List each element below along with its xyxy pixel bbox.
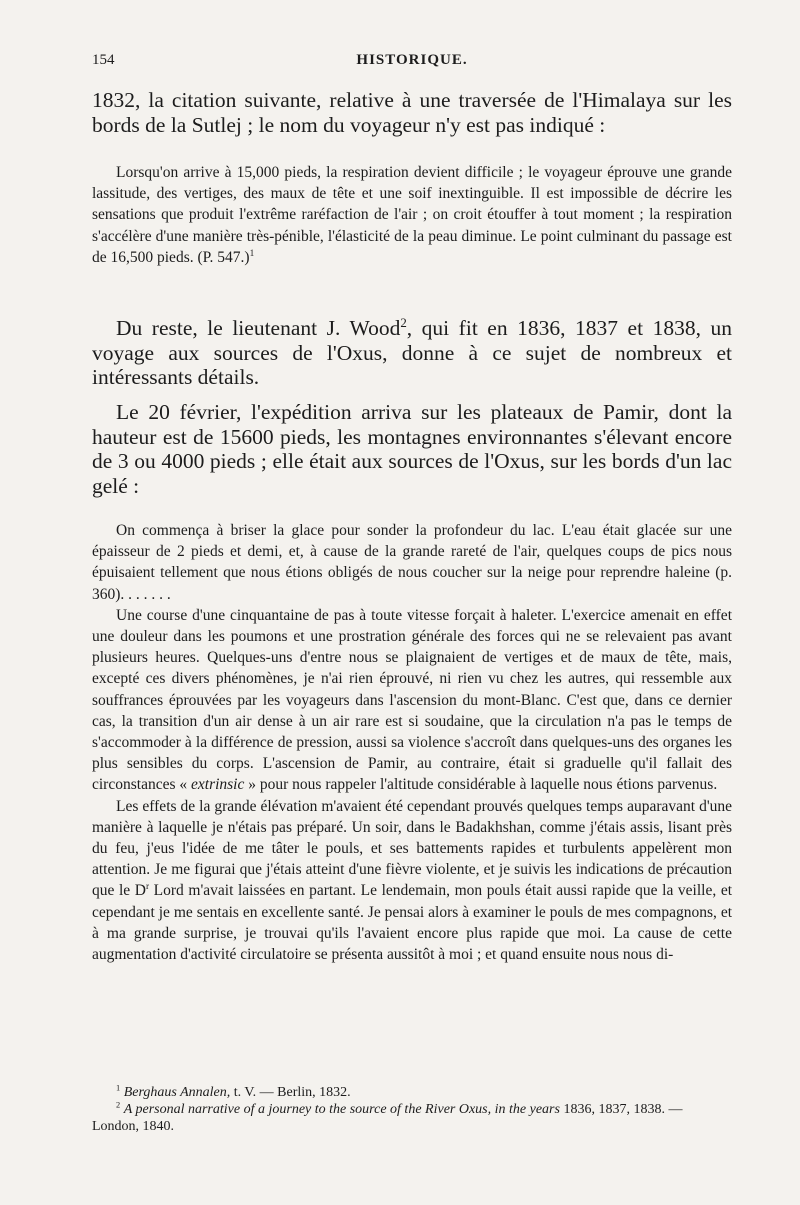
paragraph-wood-start: Du reste, le lieutenant J. Wood — [116, 316, 401, 340]
footnote-1 — [92, 1084, 732, 1101]
footnote-1-mark: 1 — [116, 1083, 121, 1093]
intro-paragraph: 1832, la citation suivante, relative à une traversée de l'Himalaya sur les bords de la Sutlej ; le nom du voyageur n'y est pas indiqué : — [92, 88, 732, 137]
paragraph-wood — [92, 316, 732, 390]
quote-himalaya — [92, 162, 732, 268]
quote-oxus-p3-end: Lord m'avait laissées en partant. Le lendemain, mon pouls était aussi rapide que la veille, et cependant je me sentais en excellente santé. Je pensai alors à examiner le pouls de mes compagnons, et à ma grande surprise, je trouvai qu'ils l'avaient encore plus rapide que moi. La cause de cette augmentation d'activité circulatoire se présenta aussitôt à moi ; et quand ensuite nous nous di- — [92, 882, 733, 964]
footnote-2 — [92, 1101, 732, 1135]
quote-oxus-p2 — [92, 605, 732, 796]
footnote-2-text: 1836, 1837, 1838. — London, 1840. — [92, 1102, 683, 1134]
italic-extrinsic: extrinsic — [191, 776, 245, 794]
footnote-1-text: t. V. — Berlin, 1832. — [230, 1085, 351, 1100]
quote-oxus-p2-start: Une course d'une cinquantaine de pas à toute vitesse forçait à haleter. L'exercice amenait en effet une douleur dans les poumons et une prostration générale des forces qui ne se relevaient pas avant plusieurs heures. Quelques-uns d'entre nous se plaignaient de vertiges et de maux de tête, mais, excepté ces divers phénomènes, je n'ai rien éprouvé, ni rien vu chez les autres, qui ressemble aux souffrances éprouvées par les voyageurs dans l'ascension du mont-Blanc. C'est que, dans ce dernier cas, la transition d'un air dense à un air rare est si soudaine, que la circulation n'a pas le temps de s'accommoder à la différence de pression, aussi sa violence s'accroît dans quelques-uns des organes les plus sensibles du corps. L'ascension de Pamir, au contraire, était si graduelle qu'il fallait des circonstances « — [92, 606, 732, 794]
footnotes — [92, 1084, 732, 1135]
doctor-abbrev-sup: r — [145, 882, 150, 893]
footnote-ref-1: 1 — [249, 248, 255, 259]
running-head: HISTORIQUE. — [356, 52, 468, 68]
page-header — [92, 52, 732, 76]
quote-oxus-p3 — [92, 796, 732, 966]
paragraph-pamir: Le 20 février, l'expédition arriva sur les plateaux de Pamir, dont la hauteur est de 15600 pieds, les montagnes environnantes s'élevant encore de 3 ou 4000 pieds ; elle était aux sources de l'Oxus, sur les bords d'un lac gelé : — [92, 400, 732, 498]
quote-oxus-p1: On commença à briser la glace pour sonder la profondeur du lac. L'eau était glacée sur une épaisseur de 2 pieds et demi, et, à cause de la grande rareté de l'air, quelques coups de pics nous épuisaient tellement que nous étions obligés de nous coucher sur la neige pour reprendre haleine (p. 360). . . . . . . — [92, 522, 732, 603]
page-number: 154 — [92, 52, 115, 68]
footnote-1-title: Berghaus Annalen, — [123, 1085, 231, 1100]
quote-oxus — [92, 520, 732, 965]
footnote-2-title: A personal narrative of a journey to the source of the River Oxus, in the years — [123, 1102, 560, 1117]
quote-oxus-p2-end: » pour nous rappeler l'altitude considérable à laquelle nous étions parvenus. — [248, 776, 718, 794]
footnote-ref-2: 2 — [400, 315, 407, 330]
footnote-2-mark: 2 — [116, 1100, 121, 1110]
quote-himalaya-text: Lorsqu'on arrive à 15,000 pieds, la respiration devient difficile ; le voyageur éprouve une grande lassitude, des vertiges, des maux de tête et une soif inextinguible. Il est impossible de décrire les sensations que produit l'extrême raréfaction de l'air ; on croit étouffer à tout moment ; la respiration s'accélère d'une manière très-pénible, l'élasticité de la peau diminue. Le point culminant du passage est de 16,500 pieds. (P. 547.) — [92, 164, 732, 266]
quote-oxus-p3-start: Les effets de la grande élévation m'avaient été cependant prouvés quelques temps auparavant d'une manière à laquelle je n'étais pas préparé. Un soir, dans le Badakhshan, comme j'étais assis, lisant près du feu, j'eus l'idée de me tâter le pouls, et ses battements rapides et turbulents appelèrent mon attention. Je me figurai que j'étais atteint d'une fièvre violente, et je suivis les indications de précaution que le D — [92, 797, 732, 900]
paragraph-wood-end: , qui fit en 1836, 1837 et 1838, un voyage aux sources de l'Oxus, donne à ce sujet de nombreux et intéressants détails. — [92, 316, 732, 389]
